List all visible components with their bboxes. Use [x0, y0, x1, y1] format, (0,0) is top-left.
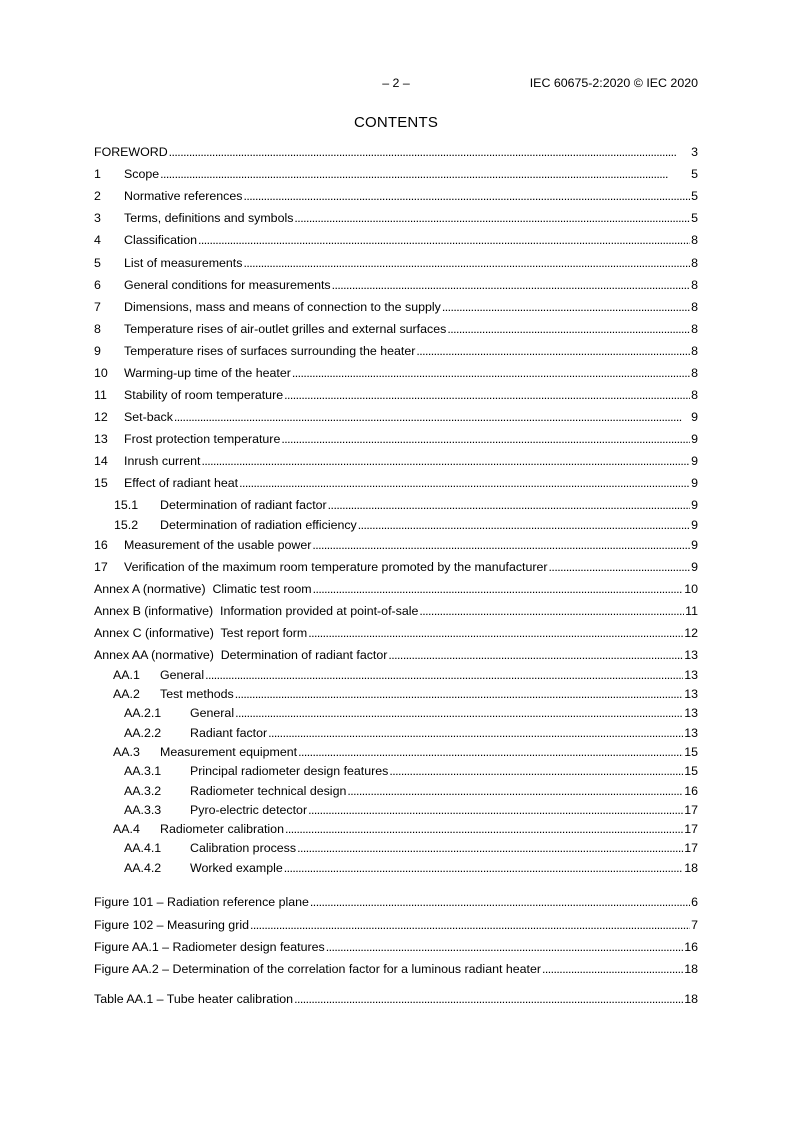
list-of-figures-entry[interactable]	[94, 961, 698, 977]
toc-number: AA.3.3	[124, 803, 162, 817]
toc-entry-annex[interactable]	[94, 647, 698, 663]
dot-leader	[169, 144, 690, 160]
toc-label: Radiant factor	[190, 726, 268, 740]
toc-page: 5	[691, 211, 698, 225]
toc-label: Annex B (informative) Information provided at point-of-sale	[94, 604, 419, 618]
toc-entry-annex[interactable]	[94, 625, 698, 641]
toc-label: Pyro-electric detector	[190, 803, 308, 817]
toc-page: 8	[691, 344, 698, 358]
toc-label: Scope	[124, 167, 160, 181]
figure-page: 7	[691, 918, 698, 932]
toc-page: 8	[691, 388, 698, 402]
toc-label: Determination of radiation efficiency	[160, 518, 357, 532]
toc-number: 13	[94, 432, 108, 446]
toc-number: 15.1	[114, 498, 139, 512]
toc-label: Test methods	[160, 687, 234, 701]
toc-number: AA.4.1	[124, 841, 162, 855]
toc-number: 16	[94, 538, 108, 552]
toc-page: 8	[691, 322, 698, 336]
toc-number: 9	[94, 344, 101, 358]
toc-page: 8	[691, 300, 698, 314]
dot-leader	[388, 647, 683, 663]
toc-label: Radiometer calibration	[160, 822, 284, 836]
toc-number: AA.4.2	[124, 861, 162, 875]
list-of-tables-entry[interactable]	[94, 991, 698, 1007]
dot-leader	[201, 453, 690, 469]
toc-page: 17	[684, 803, 698, 817]
toc-label: Normative references	[124, 189, 243, 203]
toc-number: 3	[94, 211, 101, 225]
dot-leader	[205, 667, 683, 683]
toc-label: Temperature rises of surfaces surrounding the heater	[124, 344, 416, 358]
toc-label: Annex A (normative) Climatic test room	[94, 582, 312, 596]
toc-entry-annex-subsection[interactable]	[94, 763, 698, 779]
dot-leader	[239, 475, 690, 491]
toc-number: AA.2.1	[124, 706, 162, 720]
toc-page: 8	[691, 233, 698, 247]
dot-leader	[198, 232, 690, 248]
dot-leader	[549, 559, 691, 575]
toc-page: 10	[684, 582, 698, 596]
figure-page: 6	[691, 895, 698, 909]
toc-label: Classification	[124, 233, 197, 247]
dot-leader	[292, 365, 690, 381]
toc-page: 13	[684, 648, 698, 662]
table-label: Table AA.1 – Tube heater calibration	[94, 992, 294, 1006]
page-number: – 2 –	[382, 76, 410, 90]
dot-leader	[284, 387, 690, 403]
dot-leader	[312, 537, 690, 553]
toc-page: 9	[691, 560, 698, 574]
toc-page: 9	[691, 454, 698, 468]
toc-number: AA.3	[113, 745, 140, 759]
toc-number: 15.2	[114, 518, 139, 532]
toc-number: AA.2	[113, 687, 140, 701]
dot-leader	[389, 763, 683, 779]
toc-page: 8	[691, 256, 698, 270]
toc-number: 11	[94, 388, 107, 402]
dot-leader	[542, 961, 683, 977]
toc-number: AA.1	[113, 668, 140, 682]
dot-leader	[298, 744, 683, 760]
toc-entry-annex[interactable]	[94, 581, 698, 597]
toc-page: 18	[684, 861, 698, 875]
toc-label: FOREWORD	[94, 145, 168, 159]
dot-leader	[326, 939, 683, 955]
toc-label: Verification of the maximum room temperature promoted by the manufacturer	[124, 560, 548, 574]
page-header	[94, 76, 698, 92]
toc-entry[interactable]	[94, 255, 698, 271]
toc-page: 5	[691, 167, 698, 181]
toc-entry-annex-subsection[interactable]	[94, 860, 698, 876]
toc-entry[interactable]	[94, 166, 698, 182]
figure-label: Figure AA.2 – Determination of the correlation factor for a luminous radiant heater	[94, 962, 541, 976]
figure-label: Figure 102 – Measuring grid	[94, 918, 249, 932]
figure-label: Figure AA.1 – Radiometer design features	[94, 940, 325, 954]
dot-leader	[442, 299, 690, 315]
toc-page: 16	[684, 784, 698, 798]
dot-leader	[313, 581, 684, 597]
toc-entry-annex-section[interactable]	[94, 667, 698, 683]
dot-leader	[447, 321, 690, 337]
toc-label: Warming-up time of the heater	[124, 366, 291, 380]
toc-number: 17	[94, 560, 108, 574]
toc-page: 12	[684, 626, 698, 640]
toc-page: 17	[684, 822, 698, 836]
toc-page: 9	[691, 432, 698, 446]
toc-page: 11	[685, 604, 698, 618]
toc-number: 12	[94, 410, 108, 424]
toc-number: 5	[94, 256, 101, 270]
toc-page: 8	[691, 278, 698, 292]
toc-number: 6	[94, 278, 101, 292]
toc-page: 13	[684, 706, 698, 720]
toc-page: 9	[691, 498, 698, 512]
page-title: CONTENTS	[353, 114, 439, 131]
toc-label: Inrush current	[124, 454, 201, 468]
dot-leader	[347, 783, 683, 799]
toc-label: Terms, definitions and symbols	[124, 211, 294, 225]
dot-leader	[308, 802, 683, 818]
toc-label: Dimensions, mass and means of connection to the supply	[124, 300, 441, 314]
dot-leader	[416, 343, 690, 359]
toc-entry[interactable]	[94, 321, 698, 337]
toc-label: General conditions for measurements	[124, 278, 331, 292]
toc-number: AA.3.2	[124, 784, 162, 798]
dot-leader	[328, 497, 690, 513]
toc-page: 9	[691, 538, 698, 552]
toc-page: 15	[684, 745, 698, 759]
toc-entry-annex-subsection[interactable]	[94, 802, 698, 818]
toc-entry-foreword[interactable]	[94, 144, 698, 160]
toc-page: 8	[691, 366, 698, 380]
toc-entry[interactable]	[94, 210, 698, 226]
toc-page: 13	[684, 687, 698, 701]
dot-leader	[235, 686, 684, 702]
toc-entry-annex-section[interactable]	[94, 821, 698, 837]
toc-entry-annex-subsection[interactable]	[94, 783, 698, 799]
toc-number: AA.2.2	[124, 726, 162, 740]
toc-label: Temperature rises of air-outlet grilles and external surfaces	[124, 322, 447, 336]
figure-page: 18	[684, 962, 698, 976]
toc-entry[interactable]	[94, 387, 698, 403]
dot-leader	[294, 210, 690, 226]
toc-entry[interactable]	[94, 188, 698, 204]
toc-entry[interactable]	[94, 277, 698, 293]
list-of-figures-entry[interactable]	[94, 939, 698, 955]
toc-number: 14	[94, 454, 108, 468]
toc-page: 9	[691, 476, 698, 490]
toc-number: 7	[94, 300, 101, 314]
toc-entry[interactable]	[94, 299, 698, 315]
toc-page: 15	[684, 764, 698, 778]
toc-entry-annex-section[interactable]	[94, 686, 698, 702]
toc-page: 5	[691, 189, 698, 203]
dot-leader	[294, 991, 683, 1007]
toc-label: Measurement of the usable power	[124, 538, 312, 552]
toc-number: 15	[94, 476, 108, 490]
toc-entry-sub[interactable]	[94, 517, 698, 533]
toc-label: Worked example	[190, 861, 283, 875]
toc-page: 9	[691, 518, 698, 532]
toc-page: 9	[691, 410, 698, 424]
toc-label: Determination of radiant factor	[160, 498, 327, 512]
toc-label: Annex AA (normative) Determination of radiant factor	[94, 648, 388, 662]
toc-label: General	[160, 668, 205, 682]
toc-entry[interactable]	[94, 453, 698, 469]
dot-leader	[332, 277, 690, 293]
dot-leader	[174, 409, 690, 425]
toc-label: Effect of radiant heat	[124, 476, 239, 490]
toc-label: List of measurements	[124, 256, 243, 270]
dot-leader	[250, 917, 690, 933]
toc-label: Frost protection temperature	[124, 432, 281, 446]
toc-entry[interactable]	[94, 431, 698, 447]
document-reference: IEC 60675-2:2020 © IEC 2020	[529, 76, 698, 90]
toc-label: Measurement equipment	[160, 745, 298, 759]
toc-entry-annex-subsection[interactable]	[94, 725, 698, 741]
toc-page: 17	[684, 841, 698, 855]
dot-leader	[285, 821, 683, 837]
toc-page: 13	[684, 726, 698, 740]
dot-leader	[281, 431, 690, 447]
toc-entry[interactable]	[94, 343, 698, 359]
toc-entry-sub[interactable]	[94, 497, 698, 513]
toc-number: 8	[94, 322, 101, 336]
list-of-figures-entry[interactable]	[94, 894, 698, 910]
dot-leader	[235, 705, 683, 721]
dot-leader	[284, 860, 683, 876]
toc-number: 10	[94, 366, 108, 380]
toc-number: AA.4	[113, 822, 140, 836]
figure-label: Figure 101 – Radiation reference plane	[94, 895, 309, 909]
toc-number: 2	[94, 189, 101, 203]
dot-leader	[308, 625, 683, 641]
figure-page: 16	[684, 940, 698, 954]
dot-leader	[160, 166, 690, 182]
toc-label: General	[190, 706, 235, 720]
toc-label: Calibration process	[190, 841, 297, 855]
toc-entry-annex-subsection[interactable]	[94, 705, 698, 721]
dot-leader	[243, 188, 690, 204]
toc-label: Principal radiometer design features	[190, 764, 389, 778]
toc-number: 4	[94, 233, 101, 247]
toc-entry-annex-section[interactable]	[94, 744, 698, 760]
toc-label: Stability of room temperature	[124, 388, 284, 402]
dot-leader	[310, 894, 690, 910]
list-of-figures-entry[interactable]	[94, 917, 698, 933]
toc-entry[interactable]	[94, 232, 698, 248]
dot-leader	[243, 255, 690, 271]
dot-leader	[268, 725, 683, 741]
dot-leader	[419, 603, 684, 619]
toc-entry[interactable]	[94, 475, 698, 491]
toc-label: Set-back	[124, 410, 173, 424]
toc-entry[interactable]	[94, 409, 698, 425]
dot-leader	[358, 517, 690, 533]
toc-page: 3	[691, 145, 698, 159]
toc-entry[interactable]	[94, 365, 698, 381]
dot-leader	[297, 840, 683, 856]
toc-entry-annex[interactable]	[94, 603, 698, 619]
toc-label: Annex C (informative) Test report form	[94, 626, 308, 640]
toc-number: 1	[94, 167, 101, 181]
toc-entry-annex-subsection[interactable]	[94, 840, 698, 856]
table-page: 18	[684, 992, 698, 1006]
toc-label: Radiometer technical design	[190, 784, 347, 798]
toc-number: AA.3.1	[124, 764, 162, 778]
toc-entry[interactable]	[94, 537, 698, 553]
toc-page: 13	[684, 668, 698, 682]
toc-entry[interactable]	[94, 559, 698, 575]
